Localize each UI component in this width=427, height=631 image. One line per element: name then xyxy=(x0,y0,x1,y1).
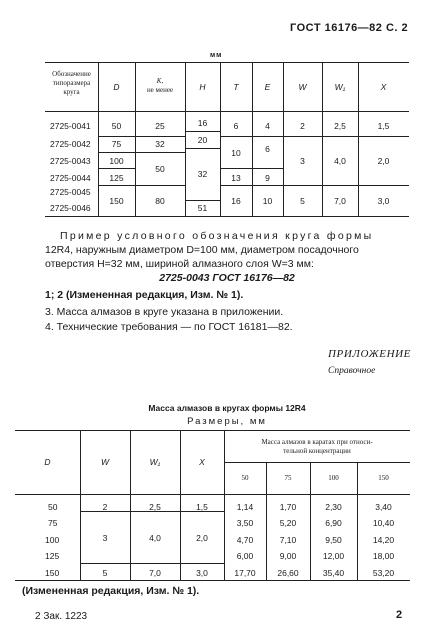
t2-w1-cell: 2,5 xyxy=(149,502,161,512)
table1-header-E: E xyxy=(264,82,271,92)
table2-header-W: W xyxy=(100,457,110,467)
table1-header-K-note: не менее xyxy=(146,86,174,94)
mass-cell: 6,90 xyxy=(325,518,342,528)
t-cell: 10 xyxy=(231,148,241,158)
mass-cell: 1,70 xyxy=(279,502,297,512)
t-cell: 16 xyxy=(231,196,241,206)
mass-cell: 3,50 xyxy=(236,518,254,528)
table1-units: мм xyxy=(210,52,223,59)
mass-cell: 53,20 xyxy=(372,568,395,578)
t2-w1-cell: 7,0 xyxy=(149,568,161,578)
e-cell: 9 xyxy=(265,173,270,183)
d-cell: 100 xyxy=(109,156,124,166)
table1-header-K-label: K, xyxy=(156,77,164,85)
t2-w1-cell: 4,0 xyxy=(149,533,161,543)
table1-header-designation: Обозначение типоразмера круга xyxy=(52,70,91,96)
example-line1: Пример условного обозначения круга формы xyxy=(60,230,374,242)
k-cell: 80 xyxy=(155,196,165,206)
mass-cell: 26,60 xyxy=(277,568,299,578)
k-cell: 50 xyxy=(155,164,165,174)
table2-header-D: D xyxy=(44,457,51,467)
h-cell: 16 xyxy=(197,118,208,128)
designation-cell: 2725-0045 xyxy=(50,187,91,197)
x-cell: 3,0 xyxy=(377,196,390,206)
mass-cell: 35,40 xyxy=(322,568,345,578)
table1-header-T: T xyxy=(233,82,239,92)
d-cell: 125 xyxy=(109,173,124,183)
w1-cell: 7,0 xyxy=(334,196,346,206)
k-cell: 25 xyxy=(155,121,165,131)
d-cell: 50 xyxy=(111,121,122,131)
table1-header-X: X xyxy=(380,82,387,92)
table1-header-D: D xyxy=(113,82,120,92)
d-cell: 75 xyxy=(111,139,122,149)
t2-d-cell: 150 xyxy=(45,568,60,578)
k-cell: 32 xyxy=(155,139,165,149)
d-cell: 150 xyxy=(109,196,124,206)
t2-d-cell: 100 xyxy=(45,535,60,545)
w-cell: 3 xyxy=(300,156,305,166)
x-cell: 1,5 xyxy=(377,121,390,131)
example-designation: 2725-0043 ГОСТ 16176—82 xyxy=(159,272,295,284)
note-4: 4. Технические требования — по ГОСТ 16181—82. xyxy=(45,321,293,333)
t2-x-cell: 1,5 xyxy=(196,502,208,512)
table2-header-mass-line1: Масса алмазов в каратах при относи- xyxy=(261,438,373,446)
mass-cell: 17,70 xyxy=(234,568,256,578)
w-cell: 2 xyxy=(300,121,305,131)
t2-x-cell: 2,0 xyxy=(196,533,208,543)
w1-cell: 4,0 xyxy=(334,156,346,166)
table1-header-K xyxy=(135,77,185,95)
w-cell: 5 xyxy=(300,196,305,206)
h-cell: 32 xyxy=(197,169,208,179)
designation-cell: 2725-0042 xyxy=(50,139,91,149)
conc-50: 50 xyxy=(241,474,249,482)
t2-w-cell: 3 xyxy=(102,533,108,543)
mass-cell: 10,40 xyxy=(372,518,395,528)
t2-d-cell: 75 xyxy=(48,518,58,528)
mass-cell: 12,00 xyxy=(322,551,345,561)
table2-header-mass xyxy=(224,438,410,456)
t2-d-cell: 50 xyxy=(48,502,58,512)
appendix-subtitle: Справочное xyxy=(328,366,376,376)
e-cell: 4 xyxy=(265,121,270,131)
t2-w-cell: 5 xyxy=(102,568,108,578)
mass-cell: 6,00 xyxy=(236,551,254,561)
designation-cell: 2725-0041 xyxy=(50,121,91,131)
t2-x-cell: 3,0 xyxy=(196,568,208,578)
conc-75: 75 xyxy=(284,474,292,482)
page-number: 2 xyxy=(396,609,403,621)
mass-cell: 9,00 xyxy=(279,551,297,561)
mass-cell: 3,40 xyxy=(375,502,392,512)
table2-header-mass-line2: тельной концентрации xyxy=(283,447,351,455)
mass-cell: 7,10 xyxy=(279,535,297,545)
footer-order: 2 Зак. 1223 xyxy=(35,611,88,622)
designation-cell: 2725-0046 xyxy=(50,203,91,213)
example-line2: 12R4, наружным диаметром D=100 мм, диаметром посадочного xyxy=(45,244,359,256)
mass-cell: 2,30 xyxy=(325,502,342,512)
mass-cell: 9,50 xyxy=(325,535,342,545)
mass-cell: 5,20 xyxy=(279,518,297,528)
edition-note: (Измененная редакция, Изм. № 1). xyxy=(22,585,200,597)
t-cell: 13 xyxy=(231,173,241,183)
table1-header-W: W xyxy=(298,82,307,92)
e-cell: 10 xyxy=(262,196,273,206)
page-header: ГОСТ 16176—82 С. 2 xyxy=(290,22,409,34)
example-line3: отверстия H=32 мм, шириной алмазного слоя W=3 мм: xyxy=(45,258,314,270)
designation-cell: 2725-0044 xyxy=(50,173,91,183)
mass-cell: 14,20 xyxy=(372,535,395,545)
mass-cell: 1,14 xyxy=(236,502,254,512)
designation-cell: 2725-0043 xyxy=(50,156,91,166)
table2-sizes: Размеры, мм xyxy=(187,416,267,427)
table2-header-X: X xyxy=(199,457,205,467)
h-cell: 20 xyxy=(197,135,208,145)
conc-150: 150 xyxy=(378,474,389,482)
e-cell: 6 xyxy=(265,144,270,154)
w1-cell: 2,5 xyxy=(334,121,346,131)
appendix-title: ПРИЛОЖЕНИЕ xyxy=(328,348,411,360)
t-cell: 6 xyxy=(233,121,239,131)
mass-cell: 18,00 xyxy=(372,551,395,561)
note-3: 3. Масса алмазов в круге указана в приложении. xyxy=(45,306,284,318)
x-cell: 2,0 xyxy=(377,156,390,166)
table2-title: Масса алмазов в кругах формы 12R4 xyxy=(148,403,306,413)
t2-d-cell: 125 xyxy=(45,551,60,561)
conc-100: 100 xyxy=(328,474,339,482)
h-cell: 51 xyxy=(197,203,208,213)
mass-cell: 4,70 xyxy=(236,535,254,545)
t2-w-cell: 2 xyxy=(102,502,108,512)
note-1-2: 1; 2 (Измененная редакция, Изм. № 1). xyxy=(45,289,244,301)
table1-header-H: H xyxy=(199,82,206,92)
table2-header-W1: W₁ xyxy=(149,457,161,467)
table1-header-W1: W₁ xyxy=(334,82,346,92)
